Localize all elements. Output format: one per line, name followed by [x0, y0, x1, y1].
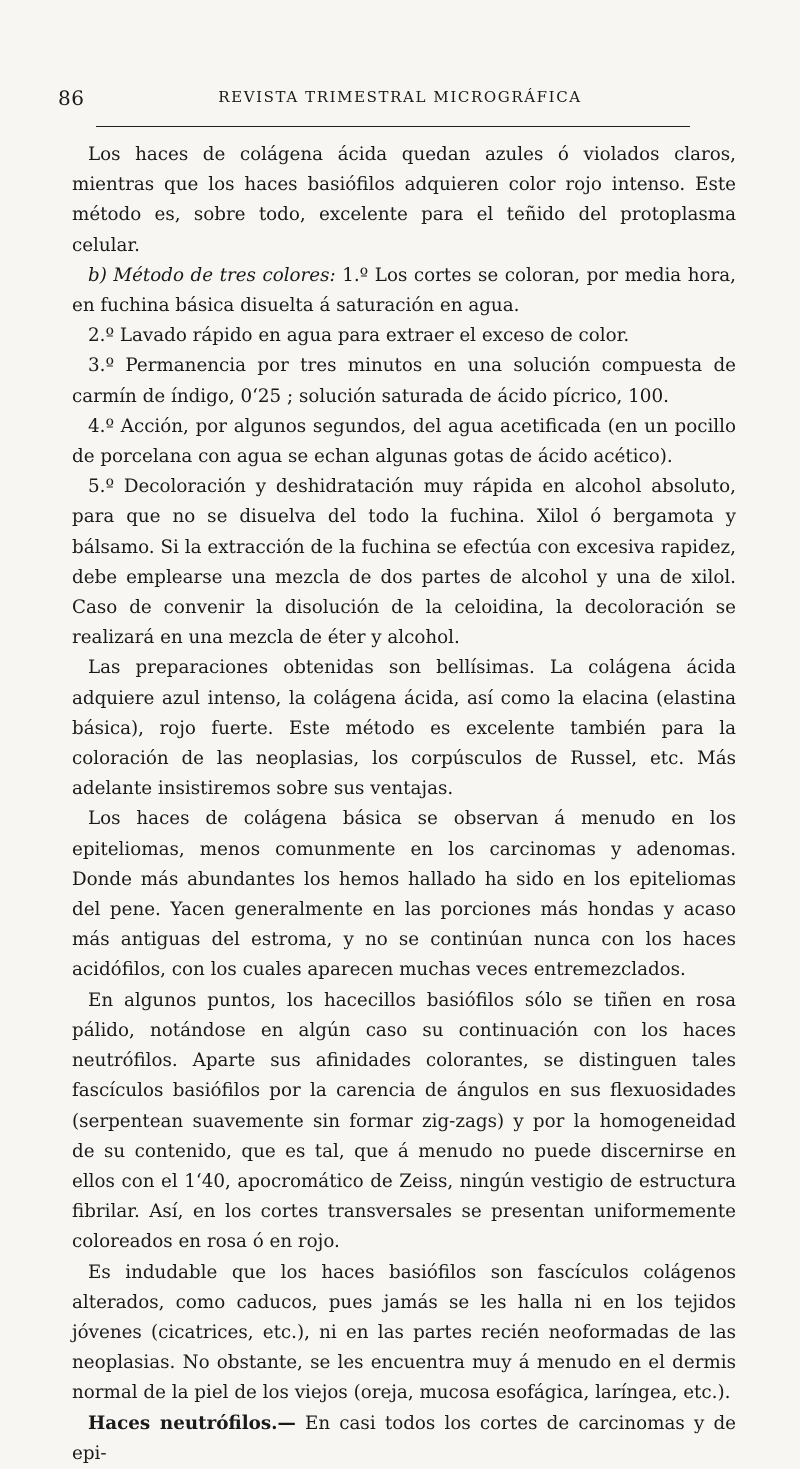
- section-heading: Haces neutrófilos.—: [88, 1412, 296, 1434]
- paragraph-text: Es indudable que los haces basiófilos son fascículos colágenos alterados, como caducos, pues jamás se les halla ni en los tejidos jóvenes (cicatrices, etc.), ni en las partes recién neoformadas de las neoplasias. No obstante, se les encuentra muy á menudo en el dermis normal de la piel de los viejos (oreja, mucosa esofágica, laríngea, etc.).: [72, 1261, 736, 1404]
- paragraph-text: 3.º Permanencia por tres minutos en una solución compuesta de carmín de índigo, 0‘25 ; solución saturada de ácido pícrico, 100.: [72, 355, 736, 407]
- paragraph: [72, 321, 736, 351]
- paragraph: [72, 351, 736, 411]
- paragraph-text: En casi todos los cortes de carcinomas y de epi-: [72, 1412, 736, 1464]
- paragraph: [72, 140, 736, 261]
- paragraph: [72, 804, 736, 985]
- paragraph: [72, 1409, 736, 1469]
- header-rule: [96, 126, 690, 127]
- paragraph-text: En algunos puntos, los hacecillos basiófilos sólo se tiñen en rosa pálido, notándose en algún caso su continuación con los haces neutrófilos. Aparte sus afinidades colorantes, se distinguen tales fascículos basiófilos por la carencia de ángulos en sus flexuosidades (serpentean suavemente sin formar zig-zags) y por la homogeneidad de su contenido, que es tal, que á menudo no puede discernirse en ellos con el 1‘40, apocromático de Zeiss, ningún vestigio de estructura fibrilar. Así, en los cortes transversales se presentan uniformemente coloreados en rosa ó en rojo.: [72, 989, 736, 1253]
- paragraph: [72, 472, 736, 653]
- paragraph: [72, 1258, 736, 1409]
- paragraph: [72, 261, 736, 321]
- paragraph-text: 5.º Decoloración y deshidratación muy rápida en alcohol absoluto, para que no se disuelva del todo la fuchina. Xilol ó bergamota y bálsamo. Si la extracción de la fuchina se efectúa con excesiva rapidez, debe emplearse una mezcla de dos partes de alcohol y una de xilol. Caso de convenir la disolución de la celoidina, la decoloración se realizará en una mezcla de éter y alcohol.: [72, 476, 736, 649]
- paragraph-text: 2.º Lavado rápido en agua para extraer el exceso de color.: [88, 325, 630, 347]
- paragraph: [72, 412, 736, 472]
- article-body: [72, 140, 736, 1469]
- paragraph: [72, 986, 736, 1258]
- paragraph-text: Los haces de colágena básica se observan á menudo en los epiteliomas, menos comunmente en los carcinomas y adenomas. Donde más abundantes los hemos hallado ha sido en los epiteliomas del pene. Yacen generalmente en las porciones más hondas y acaso más antiguas del estroma, y no se continúan nunca con los haces acidófilos, con los cuales aparecen muchas veces entremezclados.: [72, 808, 736, 981]
- paragraph: [72, 653, 736, 804]
- paragraph-text: Los haces de colágena ácida quedan azules ó violados claros, mientras que los haces basiófilos adquieren color rojo intenso. Este método es, sobre todo, excelente para el teñido del protoplasma celular.: [72, 144, 736, 256]
- running-title: REVISTA TRIMESTRAL MICROGRÁFICA: [218, 88, 582, 106]
- paragraph-text: Las preparaciones obtenidas son bellísimas. La colágena ácida adquiere azul intenso, la colágena ácida, así como la elacina (elastina básica), rojo fuerte. Este método es excelente también para la coloración de las neoplasias, los corpúsculos de Russel, etc. Más adelante insistiremos sobre sus ventajas.: [72, 657, 736, 800]
- page-number: 86: [58, 86, 85, 110]
- page-header: [58, 86, 742, 116]
- paragraph-text: 1.º Los cortes se coloran, por media hora, en fuchina básica disuelta á saturación en agua.: [72, 264, 736, 317]
- method-heading: b) Método de tres colores:: [88, 264, 336, 286]
- paragraph-text: 4.º Acción, por algunos segundos, del agua acetificada (en un pocillo de porcelana con agua se echan algunas gotas de ácido acético).: [72, 415, 736, 468]
